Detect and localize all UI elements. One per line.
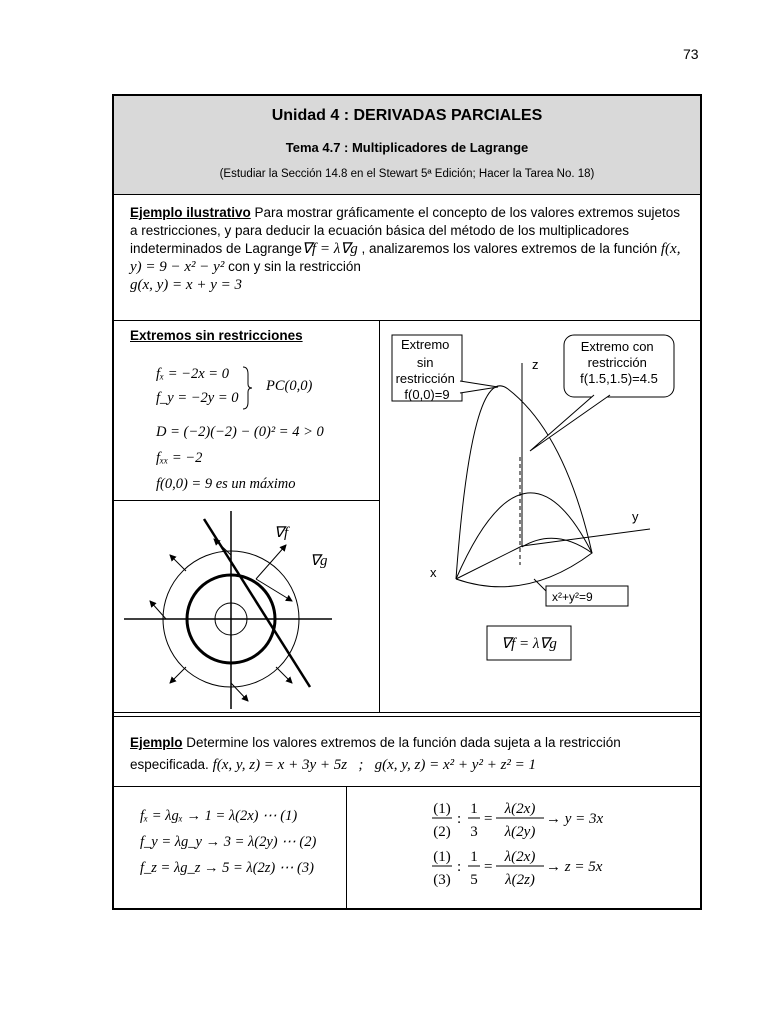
divider [114, 786, 700, 787]
gradient-diagram [114, 501, 379, 711]
ratio1-label-top: (1) [433, 801, 451, 817]
divider [346, 786, 347, 908]
ratio1-rnum: λ(2x) [504, 801, 536, 817]
ratio-equations [432, 796, 632, 896]
ratio2-label-top: (1) [433, 849, 451, 865]
eq-discriminant: D = (−2)(−2) − (0)² = 4 > 0 [156, 424, 324, 440]
unit-title: Unidad 4 : DERIVADAS PARCIALES [271, 107, 543, 124]
ratio2-label-bottom: (3) [433, 872, 451, 888]
grad-g-label: ∇g [310, 553, 328, 569]
svg-text::: : [457, 859, 462, 875]
ratio2-result: → z = 5x [546, 859, 603, 875]
content-frame [112, 94, 702, 910]
ratio2-rnum: λ(2x) [504, 849, 536, 865]
study-note: (Estudiar la Sección 14.8 en el Stewart 5ª Edición; Hacer la Tarea No. 18) [219, 168, 595, 180]
critical-point: PC(0,0) [266, 378, 313, 394]
intro-paragraph [130, 204, 690, 294]
grad-f-label: ∇f [274, 525, 289, 541]
system-eq-1: fₓ = λgₓ → 1 = λ(2x) ⋯ (1) [140, 808, 298, 824]
example-paragraph [130, 732, 690, 776]
lagrange-eq: ∇f = λ∇g [501, 636, 557, 652]
intro-label: Ejemplo ilustrativo [130, 205, 251, 220]
gradient-arrow [170, 555, 186, 571]
example-text: Determine los valores extremos de la función dada sujeta a la restricción especificada. [130, 735, 621, 772]
surface-diagram [380, 321, 700, 711]
ratio1-result: → y = 3x [546, 811, 604, 827]
callout-unconstrained-text: Extremo sin restricción f(0,0)=9 [395, 337, 455, 402]
svg-text:=: = [484, 811, 493, 827]
intro-function-eq: f(x, y) = 9 − x² − y² [130, 241, 681, 275]
page-number: 73 [683, 46, 699, 62]
x-axis-line [456, 546, 522, 579]
x-axis-label: x [430, 565, 437, 580]
gradient-arrow [276, 667, 292, 683]
intro-text-2: , analizaremos los valores extremos de la función [357, 241, 661, 256]
y-axis-label: y [632, 509, 639, 524]
svg-text::: : [457, 811, 462, 827]
system-eq-2: f_y = λg_y → 3 = λ(2y) ⋯ (2) [140, 834, 317, 850]
system-eq-3: f_z = λg_z → 5 = λ(2z) ⋯ (3) [140, 860, 314, 876]
unconstrained-title: Extremos sin restricciones [130, 328, 303, 343]
svg-text:=: = [484, 859, 493, 875]
ratio2-num: 1 [470, 849, 478, 865]
eq-fxx: fₓₓ = −2 [156, 450, 203, 466]
ratio1-num: 1 [470, 801, 478, 817]
ratio1-den: 3 [470, 824, 478, 840]
eq-fy: f_y = −2y = 0 [156, 390, 239, 406]
eq-fx: fₓ = −2x = 0 [156, 366, 229, 382]
intro-text-3: con y sin la restricción [224, 259, 361, 274]
unit-header [114, 96, 700, 195]
gradient-arrow [170, 667, 186, 683]
intro-text-1: Para mostrar gráficamente el concepto de los valores extremos sujetos a restricciones, y para deducir la ecuación básica del método de los multiplicadores indeterminados de Lagrange [130, 205, 680, 256]
divider [114, 716, 700, 717]
eq-maximum: f(0,0) = 9 es un máximo [156, 476, 296, 492]
base-ellipse [456, 538, 592, 586]
example-label: Ejemplo [130, 735, 183, 750]
grad-g-arrow [256, 579, 292, 601]
topic-subtitle: Tema 4.7 : Multiplicadores de Lagrange [285, 140, 529, 155]
intro-lagrange-eq: ∇f = λ∇g [301, 241, 358, 257]
ratio2-den: 5 [470, 872, 478, 888]
divider [114, 712, 700, 713]
callout-unconstrained-pointer [460, 381, 498, 393]
brace-icon [242, 366, 252, 410]
ratio1-rden: λ(2y) [504, 824, 536, 840]
z-axis-label: z [532, 357, 539, 372]
ratio2-rden: λ(2z) [505, 872, 535, 888]
ratio1-label-bottom: (2) [433, 824, 451, 840]
circle-label: x²+y²=9 [552, 590, 593, 604]
example-eq: f(x, y, z) = x + 3y + 5z ; g(x, y, z) = x² + y² + z² = 1 [212, 757, 537, 773]
callout-constrained-text: Extremo con restricción f(1.5,1.5)=4.5 [580, 339, 658, 386]
y-axis-line [522, 529, 650, 546]
intro-constraint-eq: g(x, y) = x + y = 3 [130, 277, 242, 293]
callout-constrained-pointer [530, 395, 610, 451]
